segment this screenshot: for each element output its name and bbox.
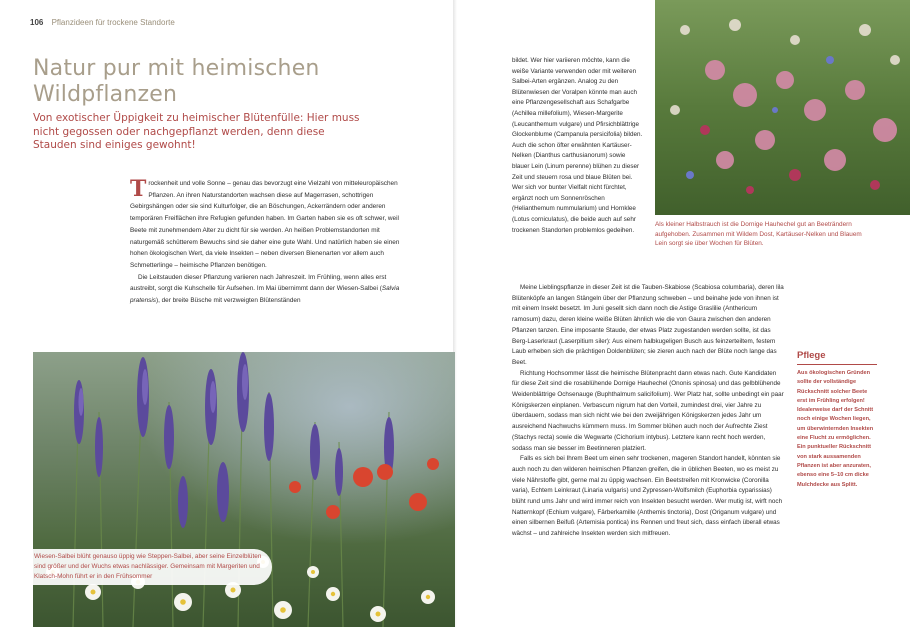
right-photo-caption: Als kleiner Halbstrauch ist die Dornige Hauhechel gut an Beeträndern aufgehoben. Zusammen mit Wildem Dost, Kartäuser-Nelken und Blauem Lein sorgt sie über Wochen für Blüten. xyxy=(655,221,862,248)
right-column-main-text xyxy=(512,283,784,540)
left-paragraph-1: rockenheit und volle Sonne – genau das bevorzugt eine Vielzahl von mitteleuropäischen Pflanzen. An ihren Naturstandorten wachsen diese auf Magerrasen, schottrigen Gebirgshängen oder sie sind Kulturfolger, die an Böschungen, Ackerrändern oder anderen temporären Freiflächen ihre Refugien gefunden haben. Im Garten haben sie es oft schwer, weil Beete mit zunehmendem Alter zu dicht für sie werden. An heißen Problemstandorten mit naturgemäß schütterem Bewuchs sind sie daher eine gute Wahl. Und natürlich haben sie einen hohen ökologischen Wert, da viele Insekten – neben diversen Bienenarten vor allem auch Schmetterlinge – heimische Pflanzen benötigen. xyxy=(130,180,400,269)
left-body-text xyxy=(130,178,408,307)
meadow-sage-photo xyxy=(33,352,455,627)
drop-cap: T xyxy=(130,176,147,202)
left-paragraph-2: Die Leitstauden dieser Pflanzung variieren nach Jahreszeit. Im Frühling, wenn alles erst austreibt, sorgt die Kuhschelle für Aufsehen. Im Mai übernimmt dann der Wiesen-Salbei (Salvia pratensis), der breite Büsche mit verzweigten Blütenständen xyxy=(130,273,400,305)
restharrow-photo xyxy=(655,0,910,215)
right-column-top-text: bildet. Wer hier variieren möchte, kann die weiße Variante verwenden oder mit weiteren Salbei-Arten ergänzen. Analog zu den Blütenwiesen der Voralpen könnte man auch eine Pflanzengesellschaft aus Schafgarbe (Achillea millefolium), Wiesen-Margerite (Leucanthemum vulgare) und Pfirsichblättrige Glockenblume (Campanula persicifolia) bilden. Auch die schon öfter erwähnten Kartäuser-Nelken (Dianthus carthusianorum) sowie blauer Lein (Linum perenne) blühen zu dieser Zeit und steuern rosa und blaue Blüten bei. Wer sich vor bunter Vielfalt nicht fürchtet, ergänzt noch um Sonnenröschen (Helianthemum nummularium) und Hornklee (Lotus corniculatus), die beide auch auf sehr trockenen Standorten problemlos gedeihen. xyxy=(512,57,643,234)
section-title: Pflanzideen für trockene Standorte xyxy=(51,18,175,27)
right-paragraph-3: Falls es sich bei Ihrem Beet um einen sehr trockenen, mageren Standort handelt, könnten sie auch noch zu den wilderen heimischen Pflanzen greifen, die in üblichen Beeten, wo es meist zu viele Nährstoffe gibt, gerne mal zu üppig wachsen. Ein Beetstreifen mit Kronwicke (Coronilla varia), Echtem Leinkraut (Linaria vulgaris) und Zypressen-Wolfsmilch (Euphorbia cyparissias) blüht rund ums Jahr und wird immer reich von Insekten besucht werden. Wer mutig ist, wirft noch Natternkopf (Echium vulgare), Färberkamille (Anthemis tinctoria), Dost (Origanum vulgare) und einen silbernen Beifuß (Artemisia pontica) ins Rennen und freut sich, dass einfach überall etwas wächst – und zahlreiche Insekten werden sich mitfreuen. xyxy=(512,455,783,538)
left-photo-caption: Wiesen-Salbei blüht genauso üppig wie Steppen-Salbei, aber seine Einzelblüten sind größer und der Wuchs etwas nachlässiger. Gemeinsam mit Margeriten und Klatsch-Mohn führt er in den Frühsommer xyxy=(28,549,272,585)
right-paragraph-1: Meine Lieblingspflanze in dieser Zeit ist die Tauben-Skabiose (Scabiosa columbaria), deren lila Blütenköpfe an langen Stängeln über der Pflanzung schweben – und beinahe jede von ihnen ist mit einem Insekt besetzt. Im Juni gesellt sich dann noch die Astige Graslilie (Anthericum ramosum) dazu, deren kleine weiße Blüten ähnlich wie die von Gaura zwischen den anderen Pflanzen tanzen. Eine imposante Staude, der etwas Platz zugestanden werden sollte, ist das Berg-Laserkraut (Laserpitium siler): Aus einem halbkugeligen Busch aus feinzerteiltem, festem Laub erheben sich die prächtigen Doldenblüten; sie zieren auch nach der Blüte noch lange das Beet. xyxy=(512,284,784,366)
article-subtitle: Von exotischer Üppigkeit zu heimischer Blütenfülle: Hier muss nicht gegossen oder nachgepflanzt werden, denn diese Stauden sind einiges gewohnt! xyxy=(33,112,360,151)
page-number: 106 xyxy=(30,18,44,27)
care-sidebar xyxy=(797,350,877,490)
sidebar-title: Pflege xyxy=(797,350,877,365)
running-head xyxy=(30,18,175,27)
right-paragraph-2: Richtung Hochsommer lässt die heimische Blütenpracht dann etwas nach. Gute Kandidaten für diese Zeit sind die rosablühende Dornige Hauhechel (Ononis spinosa) und das gelbblühende Weidenblättrige Ochsenauge (Buphthalmum salicifolium). Wer Platz hat, sollte unbedingt ein paar Königskerzen einplanen. Verbascum nigrum hat den Vorteil, zumindest drei, vier Jahre zu überdauern, sodass man sich nicht wie bei den zweijährigen Königskerzen jedes Jahr um ausreichend Nachwuchs kümmern muss. Im Sommer blühen auch noch der Aufrechte Ziest (Stachys recta) sowie die Wegwarte (Cichorium intybus). Letztere kann recht hoch werden, sodass man sie besser im Beetinneren platziert. xyxy=(512,369,784,452)
sidebar-text: Aus ökologischen Gründen sollte der vollständige Rückschnitt solcher Beete erst im Frühling erfolgen! Idealerweise darf der Schnitt noch einige Wochen liegen, um überwinternden Insekten eine Flucht zu ermöglichen. Ein punktueller Rückschnitt von stark aussamenden Pflanzen ist aber anzuraten, ebenso eine 5–10 cm dicke Mulchdecke aus Splitt. xyxy=(797,370,874,488)
article-title: Natur pur mit heimischen Wildpflanzen xyxy=(33,56,320,107)
